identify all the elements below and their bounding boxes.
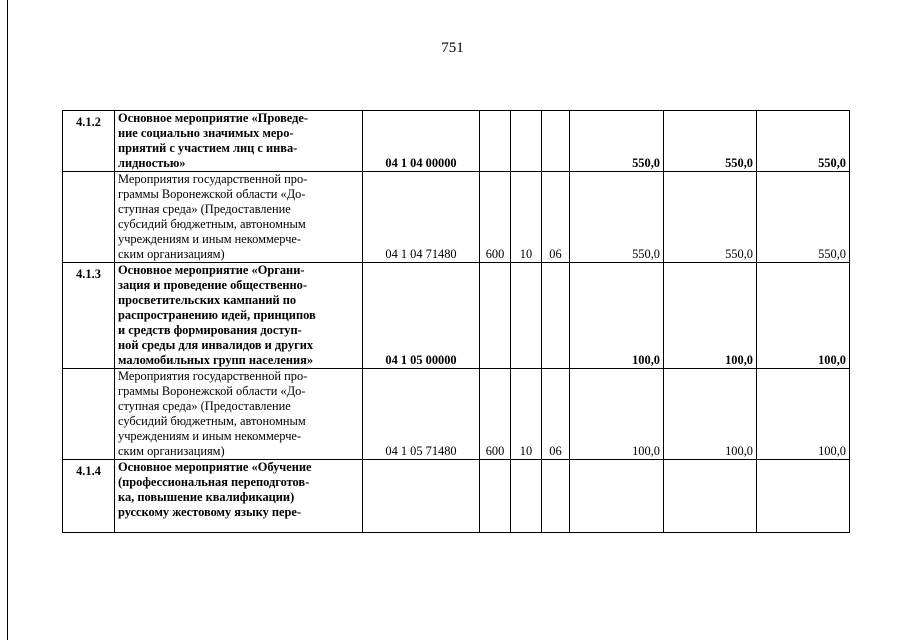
description-line: Основное мероприятие «Органи- — [118, 263, 305, 277]
amount-cell: 100,0 — [664, 369, 757, 460]
description-cell — [115, 172, 363, 263]
target-code-cell: 04 1 05 00000 — [363, 263, 480, 369]
page-number: 751 — [441, 40, 464, 56]
description-line: лидностью» — [118, 156, 186, 170]
description-cell — [115, 369, 363, 460]
description-line: субсидий бюджетным, автономным — [118, 414, 306, 428]
amount-cell: 100,0 — [664, 263, 757, 369]
item-number-cell: 4.1.3 — [63, 263, 115, 369]
section-cell — [511, 111, 542, 172]
description-line: зация и проведение общественно- — [118, 278, 307, 292]
item-number-cell — [63, 369, 115, 460]
description-line: распространению идей, принципов — [118, 308, 316, 322]
description-line: ступная среда» (Предоставление — [118, 202, 291, 216]
amount-cell: 100,0 — [570, 369, 664, 460]
description-line: учреждениям и иным некоммерче- — [118, 429, 302, 443]
description-line: ной среды для инвалидов и других — [118, 338, 314, 352]
description-line: и средств формирования доступ- — [118, 323, 302, 337]
description-line: ским организациям) — [118, 444, 225, 458]
subsection-cell — [542, 263, 570, 369]
description-line: приятий с участием лиц с инва- — [118, 141, 298, 155]
description-cell — [115, 111, 363, 172]
table-row — [63, 263, 850, 369]
description-line: субсидий бюджетным, автономным — [118, 217, 306, 231]
amount-cell: 550,0 — [757, 172, 850, 263]
description-cell — [115, 263, 363, 369]
section-cell: 10 — [511, 369, 542, 460]
description-line: Основное мероприятие «Проведе- — [118, 111, 309, 125]
budget-table — [62, 110, 850, 533]
description-line: граммы Воронежской области «До- — [118, 384, 306, 398]
amount-cell — [570, 460, 664, 533]
amount-cell: 100,0 — [757, 369, 850, 460]
item-number-cell: 4.1.4 — [63, 460, 115, 533]
section-cell: 10 — [511, 172, 542, 263]
amount-cell: 550,0 — [757, 111, 850, 172]
target-code-cell — [363, 460, 480, 533]
subsection-cell: 06 — [542, 172, 570, 263]
description-line: Основное мероприятие «Обучение — [118, 460, 312, 474]
item-number-cell — [63, 172, 115, 263]
amount-cell — [757, 460, 850, 533]
amount-cell: 550,0 — [664, 172, 757, 263]
description-line: маломобильных групп населения» — [118, 353, 314, 367]
table-row — [63, 460, 850, 533]
description-line: просветительских кампаний по — [118, 293, 297, 307]
target-code-cell: 04 1 04 00000 — [363, 111, 480, 172]
expense-type-cell — [480, 460, 511, 533]
expense-type-cell: 600 — [480, 369, 511, 460]
description-line: Мероприятия государственной про- — [118, 369, 308, 383]
amount-cell: 550,0 — [570, 172, 664, 263]
description-line: Мероприятия государственной про- — [118, 172, 308, 186]
expense-type-cell: 600 — [480, 172, 511, 263]
subsection-cell: 06 — [542, 369, 570, 460]
amount-cell: 100,0 — [757, 263, 850, 369]
section-cell — [511, 460, 542, 533]
table-row — [63, 111, 850, 172]
description-line: ние социально значимых меро- — [118, 126, 294, 140]
expense-type-cell — [480, 263, 511, 369]
amount-cell: 550,0 — [570, 111, 664, 172]
target-code-cell: 04 1 04 71480 — [363, 172, 480, 263]
item-number-cell: 4.1.2 — [63, 111, 115, 172]
description-line: ка, повышение квалификации) — [118, 490, 295, 504]
table-row — [63, 369, 850, 460]
amount-cell: 100,0 — [570, 263, 664, 369]
description-line: учреждениям и иным некоммерче- — [118, 232, 302, 246]
description-line: ступная среда» (Предоставление — [118, 399, 291, 413]
description-line: граммы Воронежской области «До- — [118, 187, 306, 201]
description-line: (профессиональная переподготов- — [118, 475, 310, 489]
left-margin-line — [7, 0, 8, 640]
subsection-cell — [542, 111, 570, 172]
expense-type-cell — [480, 111, 511, 172]
description-cell — [115, 460, 363, 533]
amount-cell — [664, 460, 757, 533]
description-line: ским организациям) — [118, 247, 225, 261]
description-line: русскому жестовому языку пере- — [118, 505, 302, 519]
subsection-cell — [542, 460, 570, 533]
table-row — [63, 172, 850, 263]
section-cell — [511, 263, 542, 369]
amount-cell: 550,0 — [664, 111, 757, 172]
target-code-cell: 04 1 05 71480 — [363, 369, 480, 460]
